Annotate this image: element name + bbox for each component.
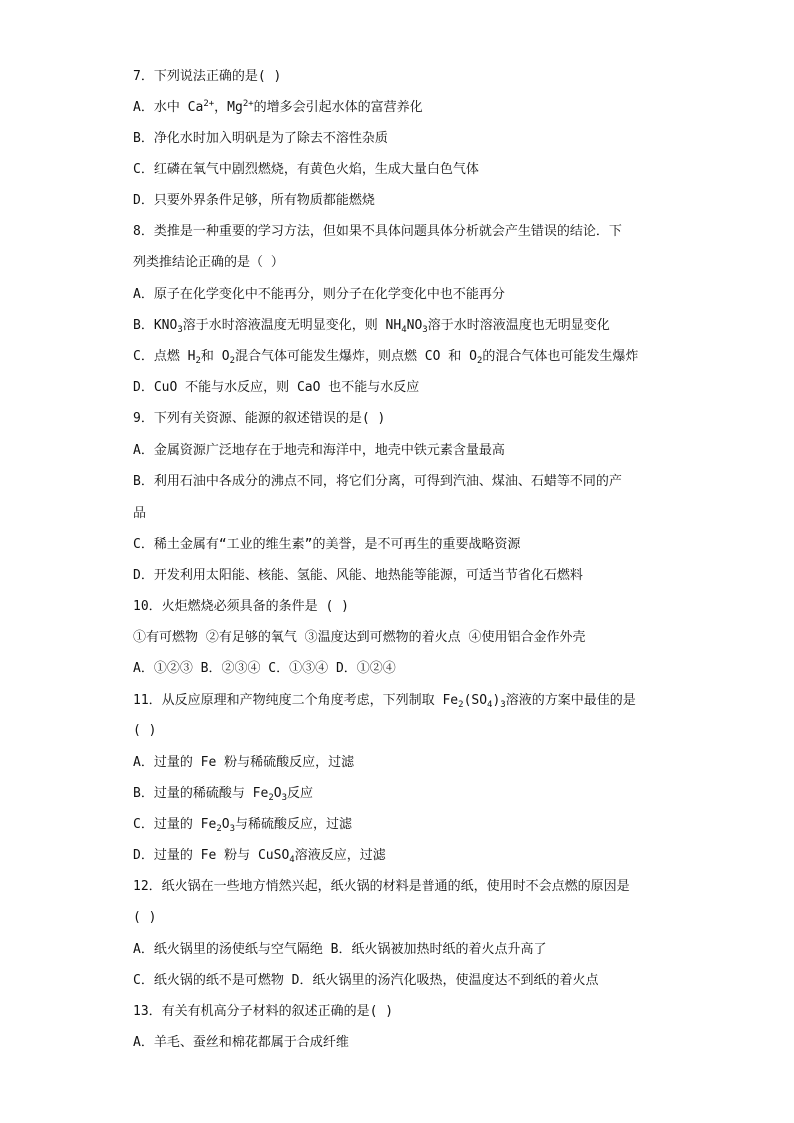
q9-option-c: C．稀土金属有“工业的维生素”的美誉，是不可再生的重要战略资源	[133, 537, 521, 552]
q11-option-d: D．过量的 Fe 粉与 CuSO$_4$溶液反应，过滤	[133, 848, 386, 865]
q9-option-b-line1: B．利用石油中各成分的沸点不同，将它们分离，可得到汽油、煤油、石蜡等不同的产	[133, 474, 622, 489]
q11-stem-line1: 11．从反应原理和产物纯度二个角度考虑，下列制取 $Fe_2(SO_4)_3$溶液的方案中最佳的是	[133, 693, 636, 710]
q8-option-b: B．$KNO_3$溶于水时溶液温度无明显变化，则 $NH_4NO_3$溶于水时溶液温度也无明显变化	[133, 318, 610, 335]
q10-conditions: ①有可燃物 ②有足够的氧气 ③温度达到可燃物的着火点 ④使用铝合金作外壳	[133, 630, 586, 645]
q12-options-ab: A．纸火锅里的汤使纸与空气隔绝 B．纸火锅被加热时纸的着火点升高了	[133, 942, 547, 957]
q7-option-c: C．红磷在氧气中剧烈燃烧，有黄色火焰，生成大量白色气体	[133, 162, 479, 177]
q11-option-c: C．过量的 $Fe_2O_3$与稀硫酸反应，过滤	[133, 817, 352, 834]
q12-options-cd: C．纸火锅的纸不是可燃物 D．纸火锅里的汤汽化吸热，使温度达不到纸的着火点	[133, 973, 599, 988]
q7-option-d: D．只要外界条件足够，所有物质都能燃烧	[133, 193, 375, 208]
q8-stem-line1: 8．类推是一种重要的学习方法，但如果不具体问题具体分析就会产生错误的结论．下	[133, 224, 622, 239]
q10-stem: 10．火炬燃烧必须具备的条件是 ( )	[133, 599, 349, 614]
q8-stem-line2: 列类推结论正确的是（ ）	[133, 255, 284, 270]
q13-option-a: A．羊毛、蚕丝和棉花都属于合成纤维	[133, 1035, 349, 1050]
q11-option-a: A．过量的 Fe 粉与稀硫酸反应，过滤	[133, 755, 355, 770]
q9-option-b-line2: 品	[133, 506, 147, 521]
q8-option-d: D．CuO 不能与水反应，则 CaO 也不能与水反应	[133, 380, 420, 395]
q13-stem: 13．有关有机高分子材料的叙述正确的是( )	[133, 1004, 394, 1019]
q12-stem-line2: ( )	[133, 910, 157, 925]
q9-option-d: D．开发利用太阳能、核能、氢能、风能、地热能等能源，可适当节省化石燃料	[133, 568, 583, 583]
q7-stem: 7．下列说法正确的是( )	[133, 69, 282, 84]
q7-option-a: A．水中 $Ca^{2+}$，$Mg^{2+}$的增多会引起水体的富营养化	[133, 99, 423, 115]
q12-stem-line1: 12．纸火锅在一些地方悄然兴起，纸火锅的材料是普通的纸，使用时不会点燃的原因是	[133, 879, 630, 894]
q9-stem: 9．下列有关资源、能源的叙述错误的是( )	[133, 411, 386, 426]
q11-option-b: B．过量的稀硫酸与 $Fe_2O_3$反应	[133, 786, 313, 803]
q9-option-a: A．金属资源广泛地存在于地壳和海洋中，地壳中铁元素含量最高	[133, 443, 505, 458]
q8-option-c: C．点燃 $H_2$和 $O_2$混合气体可能发生爆炸，则点燃 CO 和 $O_2$的混合气体也可能发生爆炸	[133, 349, 639, 366]
q8-option-a: A．原子在化学变化中不能再分，则分子在化学变化中也不能再分	[133, 287, 505, 302]
q7-option-b: B．净化水时加入明矾是为了除去不溶性杂质	[133, 131, 388, 146]
q11-stem-line2: ( )	[133, 723, 157, 738]
q10-options: A．①②③ B．②③④ C．①③④ D．①②④	[133, 661, 396, 676]
